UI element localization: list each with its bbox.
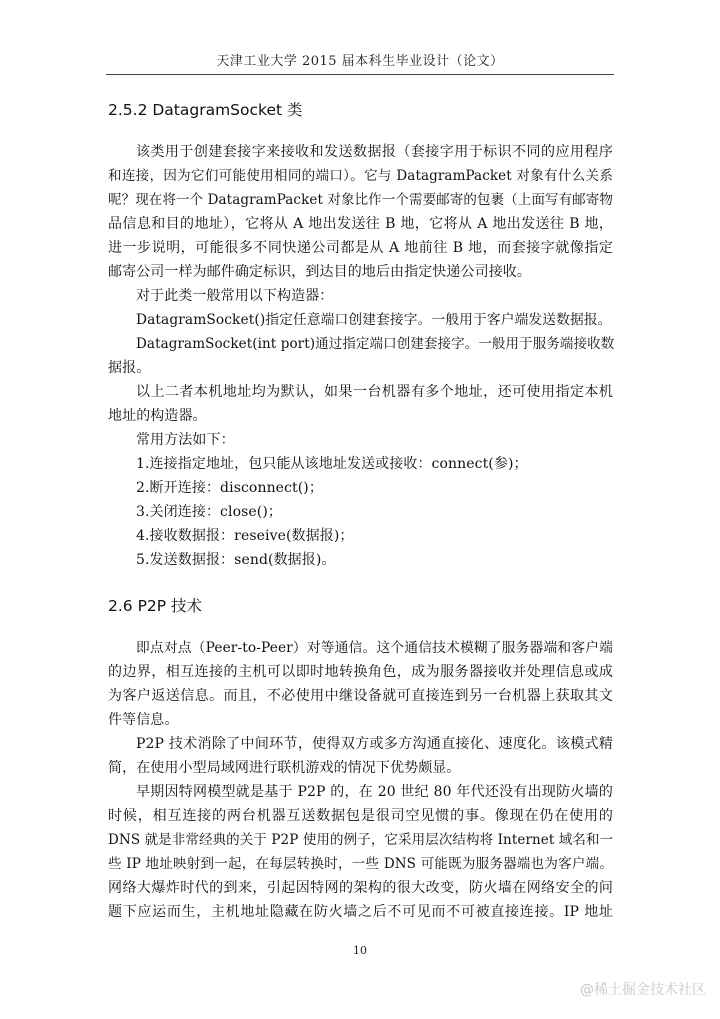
paragraph-line: 常用方法如下： bbox=[136, 432, 235, 448]
method-list-item: 3.关闭连接：close()； bbox=[136, 504, 282, 520]
paragraph-line: DNS 就是非常经典的关于 P2P 使用的例子，它采用层次结构将 Internet 域名和一 bbox=[108, 832, 614, 848]
paragraph-line: 和连接，因为它们可能使用相同的端口）。它与 DatagramPacket 对象有什么关系 bbox=[108, 168, 613, 184]
paragraph-line: 的边界，相互连接的主机可以即时地转换角色，成为服务器接收并处理信息或成 bbox=[108, 664, 613, 680]
paragraph-line: 即点对点（Peer-to-Peer）对等通信。这个通信技术模糊了服务器端和客户端 bbox=[136, 640, 613, 656]
page-number: 10 bbox=[353, 944, 367, 957]
paragraph-line: 题下应运而生，主机地址隐藏在防火墙之后不可见而不可被直接连接。IP 地址 bbox=[108, 904, 613, 920]
paragraph-line: 简，在使用小型局域网进行联机游戏的情况下优势颇显。 bbox=[108, 760, 461, 776]
section-heading-2-6: 2.6 P2P 技术 bbox=[108, 597, 203, 615]
method-list-item: 1.连接指定地址，包只能从该地址发送或接收：connect(参)； bbox=[136, 456, 528, 472]
watermark bbox=[580, 979, 706, 999]
paragraph-line: 进一步说明，可能很多不同快递公司都是从 A 地前往 B 地，而套接字就像指定 bbox=[108, 240, 613, 256]
paragraph-line: 邮寄公司一样为邮件确定标识，到达目的地后由指定快递公司接收。 bbox=[108, 264, 531, 280]
paragraph-line: 时候，相互连接的两台机器互送数据包是很司空见惯的事。像现在仍在使用的 bbox=[108, 808, 613, 824]
method-list-item: 5.发送数据报：send(数据报)。 bbox=[136, 552, 336, 568]
paragraph-line: DatagramSocket(int port)通过指定端口创建套接字。一般用于服务端接收数 bbox=[136, 336, 615, 352]
paragraph-line: 网络大爆炸时代的到来，引起因特网的架构的很大改变，防火墙在网络安全的问 bbox=[108, 880, 613, 896]
method-list-item: 2.断开连接：disconnect()； bbox=[136, 480, 323, 496]
paragraph-line: P2P 技术消除了中间环节，使得双方或多方沟通直接化、速度化。该模式精 bbox=[136, 736, 613, 752]
method-list-item: 4.接收数据报：reseive(数据报)； bbox=[136, 528, 354, 544]
paragraph-line: 地址的构造器。 bbox=[108, 408, 207, 424]
paragraph-line: 品信息和目的地址），它将从 A 地出发送往 B 地，它将从 A 地出发送往 B 地， bbox=[108, 216, 613, 232]
header-divider bbox=[106, 74, 614, 75]
paragraph-line: 些 IP 地址映射到一起，在每层转换时，一些 DNS 可能既为服务器端也为客户端。 bbox=[108, 856, 613, 872]
paragraph-line: 早期因特网模型就是基于 P2P 的，在 20 世纪 80 年代还没有出现防火墙的 bbox=[136, 784, 613, 800]
page-header-title: 天津工业大学 2015 届本科生毕业设计（论文） bbox=[216, 54, 504, 69]
paragraph-line: 据报。 bbox=[108, 360, 151, 376]
section-heading-2-5-2: 2.5.2 DatagramSocket 类 bbox=[108, 101, 303, 119]
paragraph-line: DatagramSocket()指定任意端口创建套接字。一般用于客户端发送数据报。 bbox=[136, 312, 612, 328]
watermark-text: @稀土掘金技术社区 bbox=[580, 982, 706, 998]
paragraph-line: 该类用于创建套接字来接收和发送数据报（套接字用于标识不同的应用程序 bbox=[136, 144, 613, 160]
paragraph-line: 件等信息。 bbox=[108, 712, 179, 728]
paragraph-line: 以上二者本机地址均为默认，如果一台机器有多个地址，还可使用指定本机 bbox=[136, 384, 613, 400]
paragraph-line: 为客户返送信息。而且，不必使用中继设备就可直接连到另一台机器上获取其文 bbox=[108, 688, 613, 704]
paragraph-line: 呢？现在将一个 DatagramPacket 对象比作一个需要邮寄的包裹（上面写有邮寄物 bbox=[108, 192, 613, 208]
paragraph-line: 对于此类一般常用以下构造器： bbox=[136, 288, 334, 304]
